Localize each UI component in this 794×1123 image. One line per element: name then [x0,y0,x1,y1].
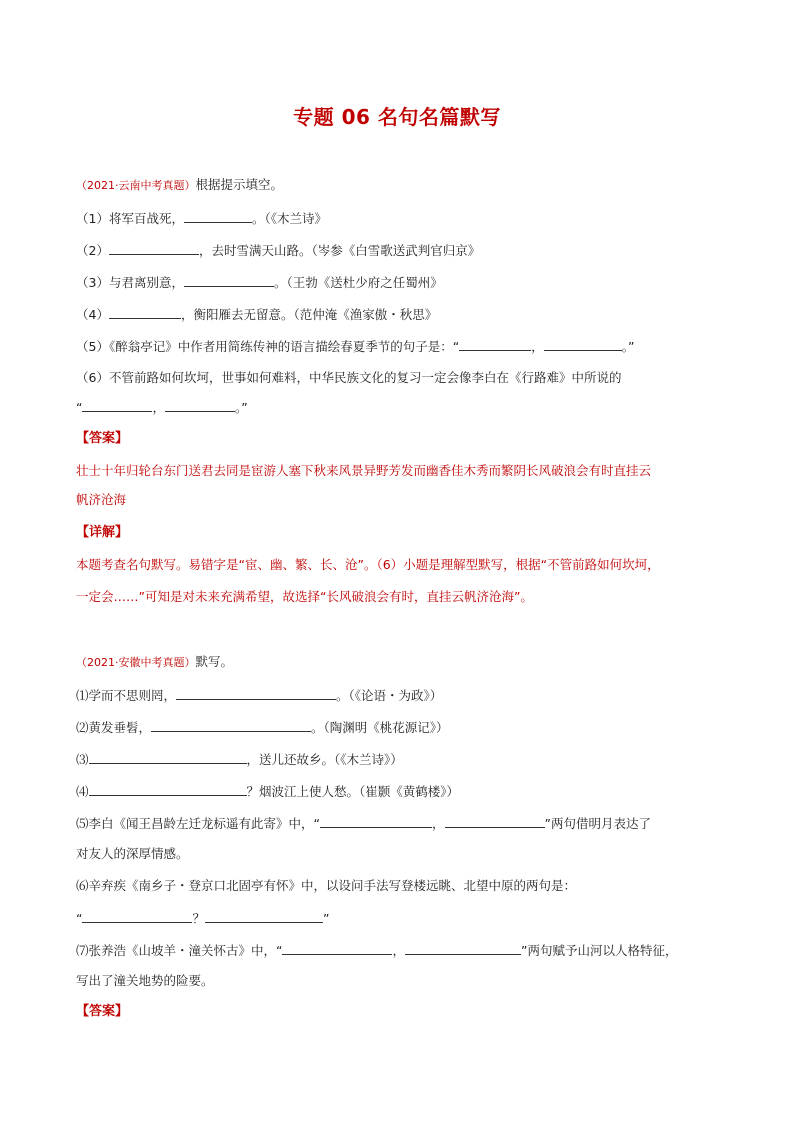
question-header [76,653,233,672]
question-item [76,877,576,895]
question-text: ”两句借明月表达了 [544,816,651,831]
question-item [76,782,459,801]
question-text: 写出了潼关地势的险要。 [76,973,214,988]
page-title: 专题 06 名句名篇默写 [293,105,501,129]
answer-blank[interactable] [184,209,252,223]
explanation-label: 【详解】 [76,525,129,540]
question-text: ？烟波江上使人愁。（崔颢《黄鹤楼》） [246,784,460,799]
question-text: ，去时雪满天山路。（岑参《白雪歌送武判官归京》 [198,243,481,258]
question-text: 。（王勃《送杜少府之任蜀州》 [273,275,443,290]
source-label: （2021·云南中考真题） [76,179,196,192]
question-header [76,176,283,195]
answer-blank[interactable] [109,241,199,255]
instruction-text: 根据提示填空。 [195,177,284,192]
question-text: （3）与君离别意， [76,275,184,290]
question-item [76,369,621,387]
question-item [76,337,634,356]
question-text: ” [323,911,330,926]
answer-blank[interactable] [320,814,432,828]
instruction-text: 默写。 [195,654,234,669]
question-text: （2） [76,243,109,258]
question-text: “ [76,911,83,926]
explanation-text: 一定会……”可知是对未来充满希望，故选择“长风破浪会有时，直挂云帆济沧海”。 [76,589,533,604]
question-text: （5）《醉翁亭记》中作者用简练传神的语言描绘春夏季节的句子是：“ [76,339,460,354]
question-text: 。” [235,400,248,415]
question-item [76,750,403,769]
question-text: ， [531,339,544,354]
question-text: （6）不管前路如何坎坷，世事如何难料，中华民族文化的复习一定会像李白在《行路难》中所说的 [76,370,622,385]
question-item-continued [76,909,329,928]
question-item [76,241,480,260]
question-text: ⑺张养浩《山坡羊・潼关怀古》中，“ [76,943,283,958]
question-text: （4） [76,307,109,322]
answer-blank[interactable] [109,305,181,319]
question-item [76,941,677,960]
question-item [76,718,449,737]
question-text: ⑶ [76,752,89,767]
question-text: ⑷ [76,784,89,799]
question-text: ⑵黄发垂髫， [76,720,152,735]
answer-label: 【答案】 [76,1004,129,1019]
question-text: 。（《论语・为政》） [336,688,443,703]
question-text: ⑸李白《闻王昌龄左迁龙标遥有此寄》中，“ [76,816,320,831]
question-text: （1）将军百战死， [76,211,184,226]
question-item-continued [76,972,214,990]
answer-blank[interactable] [544,337,622,351]
question-item-continued [76,398,248,417]
question-text: 。（陶渊明《桃花源记》） [311,720,449,735]
answer-text: 壮士十年归轮台东门送君去同是宦游人塞下秋来风景异野芳发而幽香佳木秀而繁阴长风破浪会有时直挂云 [76,463,652,478]
question-text: ”两句赋予山河以人格特征， [521,943,678,958]
question-item [76,686,442,705]
question-text: ， [431,816,445,831]
answer-blank[interactable] [89,782,247,796]
question-text: ， [152,400,165,415]
question-item [76,273,443,292]
answer-blank[interactable] [459,337,531,351]
question-text: ，送儿还故乡。（《木兰诗》） [246,752,403,767]
answer-blank[interactable] [89,750,247,764]
answer-blank[interactable] [205,909,323,923]
question-text: 。（《木兰诗》 [251,211,327,226]
answer-text: 帆济沧海 [76,492,127,507]
question-text: ， [392,943,405,958]
question-item [76,814,651,833]
answer-blank[interactable] [151,718,311,732]
answer-blank[interactable] [184,273,274,287]
answer-blank[interactable] [82,909,192,923]
answer-blank[interactable] [176,686,336,700]
question-text: ，衡阳雁去无留意。（范仲淹《渔家傲・秋思》 [180,307,438,322]
answer-blank[interactable] [282,941,392,955]
question-text: 。” [621,339,635,354]
question-text: 对友人的深厚情感。 [76,846,189,861]
question-text: “ [76,400,83,415]
question-item-continued [76,845,189,863]
answer-blank[interactable] [165,398,235,412]
question-item [76,305,437,324]
question-text: ？ [192,911,205,926]
question-text: ⑴学而不思则罔， [76,688,177,703]
answer-blank[interactable] [405,941,521,955]
answer-blank[interactable] [82,398,152,412]
explanation-text: 本题考查名句默写。易错字是“宦、幽、繁、长、沧”。（6）小题是理解型默写，根据“不管前路如何坎坷， [76,557,660,572]
question-item [76,209,327,228]
answer-label: 【答案】 [76,431,129,446]
answer-blank[interactable] [445,814,545,828]
question-text: ⑹辛弃疾《南乡子・登京口北固亭有怀》中，以设问手法写登楼远眺、北望中原的两句是： [76,878,577,893]
source-label: （2021·安徽中考真题） [76,656,196,669]
